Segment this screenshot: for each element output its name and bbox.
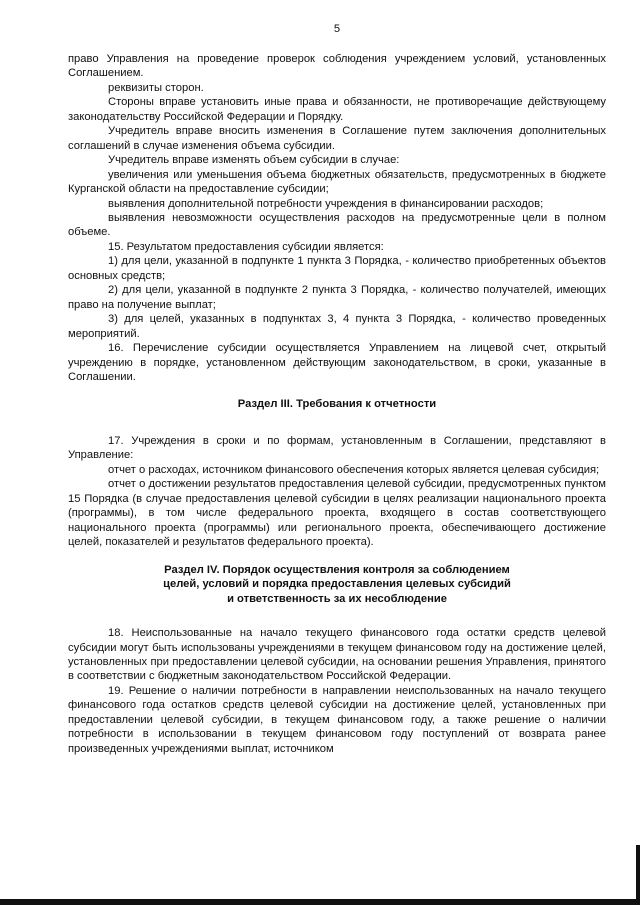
- paragraph: 2) для цели, указанной в подпункте 2 пункта 3 Порядка, - количество получателей, имеющих право на получение выплат;: [68, 284, 606, 311]
- scan-edge-right: [636, 845, 640, 905]
- paragraph: отчет о расходах, источником финансового обеспечения которых является целевая субсидия;: [108, 463, 600, 476]
- paragraph: Стороны вправе установить иные права и обязанности, не противоречащие действующему законодательству Российской Федерации и Порядку.: [68, 96, 606, 123]
- section-3: [68, 397, 606, 549]
- section-continuation: [68, 52, 606, 384]
- paragraph: 3) для целей, указанных в подпунктах 3, 4 пункта 3 Порядка, - количество проведенных мероприятий.: [68, 313, 606, 340]
- scan-edge-bottom: [0, 899, 640, 905]
- section-heading: [68, 563, 606, 607]
- paragraph: 15. Результатом предоставления субсидии является:: [108, 240, 384, 253]
- section-heading: Раздел III. Требования к отчетности: [237, 398, 437, 411]
- paragraph: выявления дополнительной потребности учреждения в финансировании расходов;: [108, 197, 544, 210]
- paragraph: 1) для цели, указанной в подпункте 1 пункта 3 Порядка, - количество приобретенных объектов основных средств;: [68, 255, 606, 282]
- paragraph: 18. Неиспользованные на начало текущего финансового года остатки средств целевой субсидии могут быть использованы учреждениями в текущем финансовом году на достижение целей, установленных при предоставлении целевой субсидии, на основании решения Управления, принятого в соответствии с бюджетным законодательством Российской Федерации.: [68, 627, 606, 683]
- paragraph: 19. Решение о наличии потребности в направлении неиспользованных на начало текущего финансового года остатков средств целевой субсидии на достижение целей, установленных при предоставлении целевой субсидии, в текущем финансовом году, а также решение о наличии потребности в использовании в текущем финансовом году поступлений от возврата ранее произведенных учреждениями выплат, источником: [68, 684, 606, 755]
- paragraph: выявления невозможности осуществления расходов на предусмотренные цели в полном объеме.: [68, 211, 606, 239]
- section-heading-line: Раздел IV. Порядок осуществления контроля за соблюдением: [164, 563, 510, 576]
- paragraph: право Управления на проведение проверок соблюдения учреждением условий, установленных Соглашением.: [68, 53, 606, 80]
- paragraph: 16. Перечисление субсидии осуществляется Управлением на лицевой счет, открытый учреждению в порядке, установленном действующим законодательством, в сроки, указанные в Соглашении.: [68, 342, 606, 383]
- section-heading-line: целей, условий и порядка предоставления целевых субсидий: [163, 578, 511, 591]
- paragraph: 17. Учреждения в сроки и по формам, установленным в Соглашении, представляют в Управление:: [68, 434, 606, 462]
- section-heading-line: и ответственность за их несоблюдение: [227, 592, 447, 605]
- paragraph: Учредитель вправе вносить изменения в Соглашение путем заключения дополнительных соглашений в случае изменения объема субсидии.: [68, 125, 606, 152]
- paragraph: реквизиты сторон.: [108, 81, 204, 94]
- page-number: 5: [333, 23, 341, 35]
- paragraph: увеличения или уменьшения объема бюджетных обязательств, предусмотренных в бюджете Курганской области на предоставление субсидии;: [68, 168, 606, 196]
- document-page: [68, 22, 606, 756]
- paragraph: отчет о достижении результатов предоставления целевой субсидии, предусмотренных пунктом 15 Порядка (в случае предоставления целевой субсидии в целях реализации национального проекта (программы), в том числе федерального проекта, входящего в состав соответствующего национального проекта (программы) или регионального проекта, обеспечивающего достижение целей, показателей и результатов федерального проекта).: [68, 478, 606, 549]
- section-4: [68, 563, 606, 757]
- paragraph: Учредитель вправе изменять объем субсидии в случае:: [108, 154, 400, 167]
